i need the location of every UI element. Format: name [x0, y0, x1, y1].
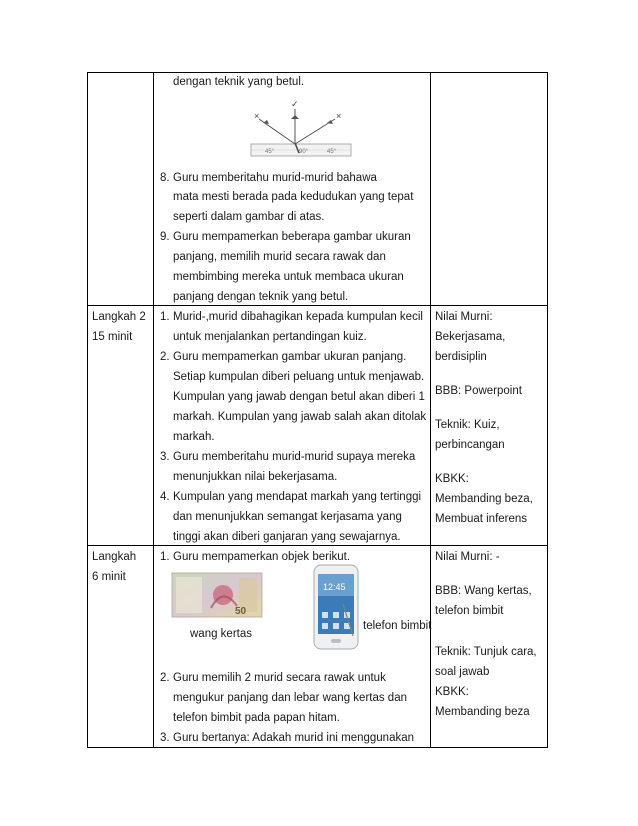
column-divider [87, 72, 88, 748]
banknote-image [171, 572, 263, 618]
column-divider [547, 72, 548, 748]
step-number: 1. [160, 551, 170, 563]
check-mark-icon: ✓ [291, 99, 299, 109]
step-line: Guru mempamerkan objek berikut. [173, 551, 351, 563]
lesson-plan-table [87, 72, 548, 748]
row1-continuation-text: dengan teknik yang betul. [173, 76, 305, 88]
note-line: telefon bimbit [435, 605, 504, 617]
note-line: Teknik: Kuiz, [435, 419, 500, 431]
column-divider [153, 72, 154, 748]
step-line: Murid-,murid dibahagikan kepada kumpulan kecil [173, 311, 423, 323]
step-number: 2. [160, 672, 170, 684]
step-number: 9. [160, 231, 170, 243]
note-line: Membuat inferens [435, 513, 528, 525]
step-line: dan menunjukkan semangat kerjasama yang [173, 511, 402, 523]
step-line: untuk menjalankan pertandingan kuiz. [173, 331, 367, 343]
note-line: BBB: Wang kertas, [435, 585, 532, 597]
note-line: Nilai Murni: - [435, 551, 500, 563]
note-line: perbincangan [435, 439, 505, 451]
step-line: markah. [173, 431, 215, 443]
note-line: Bekerjasama, [435, 331, 506, 343]
note-line: Membanding beza, [435, 493, 533, 505]
step-line: mengukur panjang dan lebar wang kertas dan [173, 692, 407, 704]
step9-line: panjang dengan teknik yang betul. [173, 291, 349, 303]
cross-mark-icon: × [254, 111, 260, 121]
step8-line: mata mesti berada pada kedudukan yang tepat [173, 191, 414, 203]
step-line: Guru bertanya: Adakah murid ini menggunakan [173, 732, 415, 744]
phone-clock: 12:45 [323, 582, 346, 592]
note-line: soal jawab [435, 666, 490, 678]
step-line: tinggi akan diberi ganjaran yang sewajarnya. [173, 531, 401, 543]
step8-line: seperti dalam gambar di atas. [173, 211, 325, 223]
step9-line: membimbing mereka untuk membaca ukuran [173, 271, 404, 283]
step-line: Kumpulan yang jawab dengan betul akan diberi 1 [173, 391, 425, 403]
step-number: 1. [160, 311, 170, 323]
table-border-bottom [87, 747, 548, 748]
step-line: Setiap kumpulan diberi peluang untuk menjawab. [173, 371, 425, 383]
note-line: KBKK: [435, 686, 469, 698]
stage-label: Langkah [92, 551, 137, 563]
cross-mark-icon: × [336, 111, 342, 121]
step-line: menunjukkan nilai bekerjasama. [173, 471, 338, 483]
table-border-top [87, 72, 548, 73]
row-divider [87, 545, 548, 546]
angle-label: 45° [327, 149, 337, 155]
note-line: Membanding beza [435, 706, 530, 718]
step-number: 8. [160, 172, 170, 184]
banknote-value: 50 [235, 606, 247, 617]
step-line: Guru memilih 2 murid secara rawak untuk [173, 672, 386, 684]
phone-image [313, 564, 359, 650]
step-line: markah. Kumpulan yang jawab salah akan ditolak [173, 411, 427, 423]
step-line: Guru mempamerkan gambar ukuran panjang. [173, 351, 407, 363]
eye-icon [291, 115, 299, 119]
step-number: 4. [160, 491, 170, 503]
step9-line: Guru mempamerkan beberapa gambar ukuran [173, 231, 411, 243]
stage-time: 15 minit [92, 331, 133, 343]
step-line: Guru memberitahu murid-murid supaya mereka [173, 451, 416, 463]
note-line: Nilai Murni: [435, 311, 493, 323]
step-number: 2. [160, 351, 170, 363]
angle-label: 90° [299, 149, 309, 155]
step8-line: Guru memberitahu murid-murid bahawa [173, 172, 377, 184]
banknote-caption: wang kertas [190, 628, 253, 640]
step-line: telefon bimbit pada papan hitam. [173, 712, 340, 724]
column-divider [430, 72, 431, 748]
note-line: BBB: Powerpoint [435, 385, 522, 397]
row-divider [87, 305, 548, 306]
step-number: 3. [160, 732, 170, 744]
eye-position-diagram [247, 99, 357, 159]
note-line: berdisiplin [435, 351, 487, 363]
step-number: 3. [160, 451, 170, 463]
note-line: Teknik: Tunjuk cara, [435, 646, 537, 658]
step-line: Kumpulan yang mendapat markah yang tertinggi [173, 491, 422, 503]
note-line: KBKK: [435, 473, 469, 485]
step9-line: panjang, memilih murid secara rawak dan [173, 251, 386, 263]
stage-label: Langkah 2 [92, 311, 146, 323]
phone-caption: telefon bimbit [363, 620, 432, 632]
angle-label: 45° [265, 149, 275, 155]
stage-time: 6 minit [92, 571, 126, 583]
